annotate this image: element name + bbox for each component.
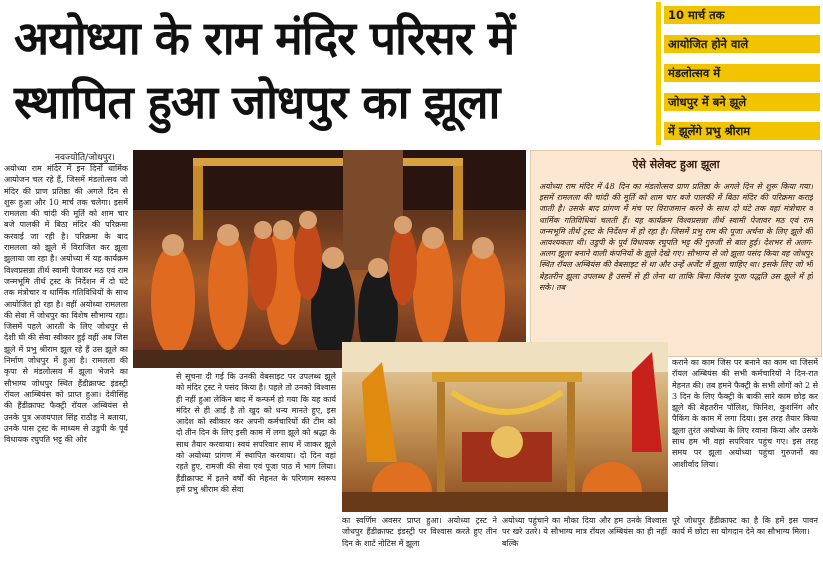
article-text: कराने का काम जिस पर बनाने का काम था जिसमें रॉयल अम्बियंस की सभी कर्मचारियों ने दिन-रात मेहनत की। तब हमने फैक्ट्री के सभी लोगों को 2 से 3 दिन के लिए फैक्ट्री के बाकी सारे काम छोड़ कर झूले की बेहतरीन पॉलिश, फिनिश, कुशनिंग और पैकिंग के काम में लगा दिया। इस तरह तैयार किया झूला तुरंत अयोध्या के लिए रवाना किया और उसके साथ हम भी वहां सपरिवार पहुंच गए। इस तरह समय पर झूला अयोध्या पहुंचा गुरुजनों का आशीर्वाद लिया। (672, 358, 818, 469)
deck (664, 6, 820, 151)
article-text: का स्वर्णिम अवसर प्राप्त हुआ। अयोध्या ट्रस्ट ने जोधपुर हैंडीक्राफ्ट इंडस्ट्री पर विश्वास करते हुए तीन दिन के शार्ट नोटिस में झूला (342, 516, 497, 548)
byline: नवज्योति/जोधपुर। (55, 150, 115, 164)
article-text: से सूचना दी गई कि उनकी वेबसाइट पर उपलब्ध झूले को मंदिर ट्रस्ट ने पसंद किया है। पहले तो उनको विश्वास ही नहीं हुआ लेकिन बाद में कन्फर्म हो गया कि यह कार्य मंदिर से ही आई है तो खुद को धन्य मानते हुए, इस आदेश को स्वीकार कर अपनी कर्मचारियों की टीम को दो तीन दिन के लिए इसी काम में लगा झूले को श्रद्धा के साथ तैयार करवाया। स्वयं सपरिवार साथ में जाकर झूले को अयोध्या प्रांगण में स्थापित करवाया। दो दिन वहां रहते हुए, रामजी की सेवा एवं पूजा पाठ में भाग लिया। हैंडीक्राफ्ट में इतने वर्षों की मेहनत के परिणाम स्वरूप हमें प्रभु श्रीराम की सेवा (176, 372, 336, 494)
article-text: पूरे जोधपुर हैंडीक्राफ्ट का है कि हमें इस पावन कार्य में छोटा सा योगदान देने का सौभाग्य मिला। (672, 516, 818, 537)
article-column-middle (176, 371, 336, 563)
headline-line-1: अयोध्या के राम मंदिर परिसर में (14, 11, 515, 65)
article-column-bottom-3 (672, 515, 818, 565)
headline (0, 0, 652, 140)
deck-line: में झूलेंगे प्रभु श्रीराम (664, 122, 820, 140)
deck-line: 10 मार्च तक (664, 6, 820, 24)
sidebar-box (530, 150, 822, 357)
article-column-bottom-1 (342, 515, 497, 565)
deck-accent-bar (656, 2, 661, 145)
group-photo-icon (133, 150, 526, 368)
article-column-bottom-2 (502, 515, 667, 565)
deck-line: आयोजित होने वाले (664, 35, 820, 53)
deck-line: मंडलोत्सव में (664, 64, 820, 82)
swing-photo-icon (342, 342, 668, 512)
sidebar-box-title: ऐसे सेलेक्ट हुआ झूला (632, 158, 720, 171)
group-photo (133, 150, 526, 368)
sidebar-box-text: अयोध्या राम मंदिर में 48 दिन का मंडलोत्सव प्राण प्रतिष्ठा के अगले दिन से शुरू किया गया। इसमें रामलला की चांदी की मूर्ति को शाम चार बजे पालकी में बिठा मंदिर की परिक्रमा कराई जाती है। उसके बाद प्रांगण में मंच पर विराजमान करने के साथ दो घंटे तक वहां मंत्रोचार व धार्मिक गतिविधियां चलती हैं। यह कार्यक्रम विश्वप्रसन्ना तीर्थ स्वामी पेजावर मठ एवं राम जन्मभूमि तीर्थ ट्रस्ट के निर्देशन में हो रहा है। जिसमें प्रभु राम की पूजा अर्चना के लिए झूले की आवश्यकता थी। उडुपी के पूर्व विधायक रघुपति भट्ट की गुरुजी से बात हुई। देशभर से अलग-अलग झूला बनाने वाली कंपनियों के झूले देखे गए। सौभाग्य से जो झूला पसंद किया वह जोधपुर स्थित रॉयल अम्बियंस की वेबसाइट से था और उन्हें अर्जेंट में झूला चाहिए था। इसके लिए जो भी बेहतरीन झूला उपलब्ध है उसमें से ही लेना था ताकि बिना विलंब पूजा पद्धति उस झूले में हो सके। तब (539, 182, 813, 292)
swing-photo (342, 342, 668, 512)
article-column-left (4, 163, 128, 563)
headline-line-2: स्थापित हुआ जोधपुर का झूला (14, 75, 500, 129)
article-column-right (672, 357, 818, 512)
deck-line: जोधपुर में बने झूले (664, 93, 820, 111)
article-text: अयोध्या राम मंदिर में इन दिनों धार्मिक आयोजन चल रहे हैं, जिसमें मंडलोत्सव जो मंदिर की प्राण प्रतिष्ठा की अगले दिन से शुरू हुआ और 10 मार्च तक चलेगा। इसमें रामलला की चांदी की मूर्ति को शाम चार बजे पालकी में बिठा मंदिर की परिक्रमा करवाई जा रही है। परिक्रमा के बाद रामलला को झूले में विराजित कर झूला झुलाया जा रहा है। अयोध्या में यह कार्यक्रम विश्वप्रसन्ना तीर्थ स्वामी पेजावर मठ एवं राम जन्मभूमि तीर्थ ट्रस्ट के निर्देशन में दो घंटे तक मंत्रोचार व धार्मिक गतिविधियों के साथ आयोजित हो रहा है। वहीं अयोध्या रामलला की सेवा में जोधपुर का विशेष सौभाग्य रहा। जिसमें पहले आरती के लिए जोधपुर से देशी घी की सेवा स्वीकार हुई वहीं अब जिस झूले में प्रभु श्रीराम झूल रहे हैं उस झूले का निर्माण जोधपुर में हुआ है। रामलला की कृपा से मंडलोत्सव में झूला भेजने का सौभाग्य जोधपुर स्थित हैंडीक्राफ्ट इंडस्ट्री रॉयल आम्बियंस को प्राप्त हुआ। देवीसिंह की हैंडीक्राफ्ट फैक्ट्री रॉयल अम्बियंस से उनके पुत्र अजयपाल सिंह राठौड़ ने बताया, उनके पास ट्रस्ट के माध्यम से उडुपी के पूर्व विधायक रघुपति भट्ट की ओर (4, 164, 128, 445)
article-text: अयोध्या पहुंचाने का मौका दिया और हम उनके विश्वास पर खरे उतरे। ये सौभाग्य मात्र रॉयल अम्बियंस का ही नहीं बल्कि (502, 516, 667, 548)
